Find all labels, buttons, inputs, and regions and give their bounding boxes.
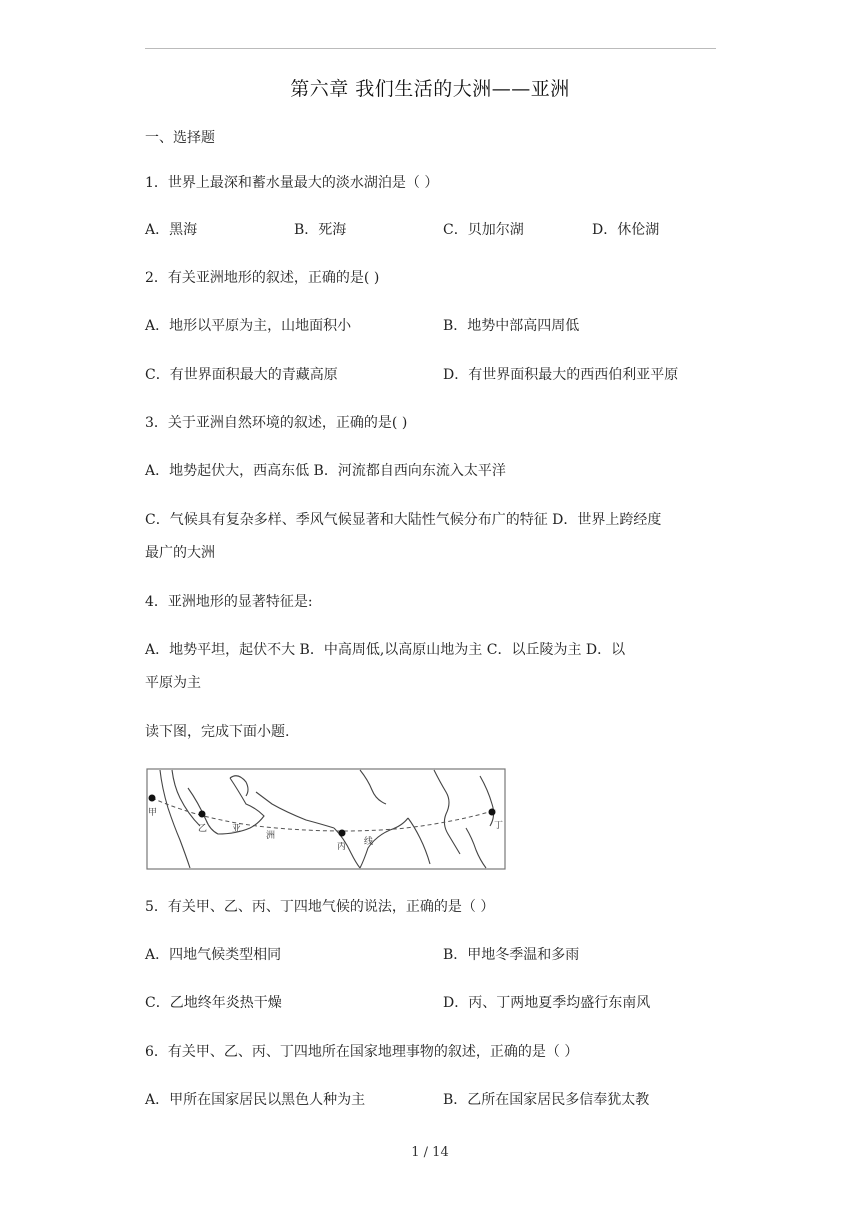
label-yi: 乙 [198,824,208,834]
label-zhou: 洲 [266,831,276,841]
red-sea-coast [172,770,200,826]
q2-option-d: D．有世界面积最大的西西伯利亚平原 [443,367,679,383]
label-chuan: 线 [364,837,374,847]
q5-option-c: C．乙地终年炎热干燥 [145,995,282,1011]
burma-coast [408,818,430,864]
q2-option-c: C．有世界面积最大的青藏高原 [145,367,338,383]
china-coast [480,776,494,826]
label-ya: 亚 [232,824,242,834]
q6-option-b: B．乙所在国家居民多信奉犹太教 [443,1092,650,1108]
q3-option-c-line1: C．气候具有复杂多样、季风气候显著和大陆性气候分布广的特征 D．世界上跨经度 [145,512,662,528]
q3-options-ab: A．地势起伏大，西高东低 B．河流都自西向东流入太平洋 [145,463,506,479]
indochina-coast [434,770,460,854]
label-bing: 丙 [337,842,347,852]
question-1-stem: 1．世界上最深和蓄水量最大的淡水湖泊是（ ） [145,175,439,191]
page-title: 第六章 我们生活的大洲——亚洲 [290,78,570,100]
river-line [360,770,386,804]
map-frame [147,769,505,869]
q2-option-a: A．地形以平原为主，山地面积小 [145,318,352,334]
q6-option-a: A．甲所在国家居民以黑色人种为主 [145,1092,366,1108]
header-rule [145,48,716,49]
page-number: 1 / 14 [411,1145,449,1160]
point-jia [149,795,156,802]
asia-map-figure [146,768,506,870]
question-5-stem: 5．有关甲、乙、丙、丁四地气候的说法，正确的是（ ） [145,899,495,915]
malay-coast [466,828,486,868]
q5-option-d: D．丙、丁两地夏季均盛行东南风 [443,995,651,1011]
q1-option-d: D．休伦湖 [592,222,660,238]
question-4-stem: 4．亚洲地形的显著特征是: [145,594,313,610]
q3-option-d-line2: 最广的大洲 [145,545,215,561]
map-intro: 读下图，完成下面小题. [145,724,290,740]
q4-options-line2: 平原为主 [145,675,201,691]
q1-option-c: C．贝加尔湖 [443,222,524,238]
question-6-stem: 6．有关甲、乙、丙、丁四地所在国家地理事物的叙述，正确的是（ ） [145,1044,579,1060]
q5-option-a: A．四地气候类型相同 [145,947,282,963]
label-ding: 丁 [494,821,504,831]
q4-options-line1: A．地势平坦，起伏不大 B．中高周低,以高原山地为主 C．以丘陵为主 D．以 [145,642,626,658]
point-bing [339,830,346,837]
persia-coast [256,792,334,828]
q5-option-b: B．甲地冬季温和多雨 [443,947,580,963]
section-heading: 一、选择题 [145,130,215,146]
question-2-stem: 2．有关亚洲地形的叙述，正确的是( ) [145,270,380,286]
point-ding [489,809,496,816]
question-3-stem: 3．关于亚洲自然环境的叙述，正确的是( ) [145,415,408,431]
q1-option-a: A．黑海 [145,222,198,238]
q1-option-b: B．死海 [294,222,347,238]
q2-option-b: B．地势中部高四周低 [443,318,580,334]
point-yi [199,811,206,818]
label-jia: 甲 [148,808,158,818]
